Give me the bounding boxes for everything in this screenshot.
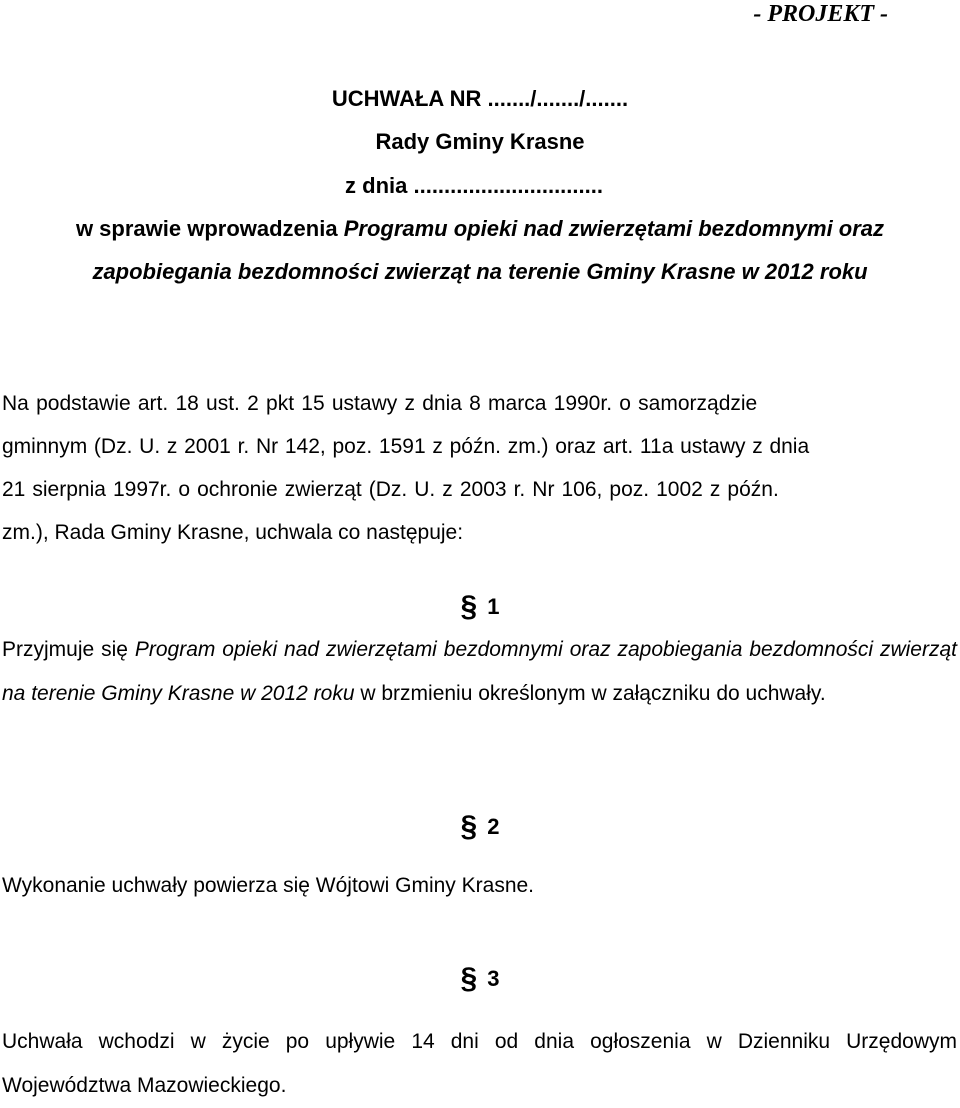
section-number-2: 2 [487,814,500,839]
subject-italic-2: zapobiegania bezdomności zwierząt na terenie Gminy Krasne w 2012 roku [92,259,868,284]
section-1-program-title: Program opieki nad zwierzętami bezdomnymi oraz zapobiegania bezdomności zwierząt na terenie Gminy Krasne w 2012 roku [2,638,957,705]
section-number-3: 3 [487,966,500,991]
section-3-heading [0,962,960,994]
projekt-label: - PROJEKT - [753,1,888,27]
resolution-number: UCHWAŁA NR ......./......./....... [331,86,629,111]
resolution-subject-line1 [0,216,960,242]
paragraph-sign-1: § [460,590,478,623]
section-1-text [2,628,957,716]
section-2-text: Wykonanie uchwały powierza się Wójtowi Gminy Krasne. [2,874,535,897]
resolution-date: z dnia ............................... [345,173,603,198]
council-name: Rady Gminy Krasne [375,129,585,154]
resolution-subject-line2 [0,259,960,285]
section-1-text-suffix: w brzmieniu określonym w załączniku do uchwały. [354,682,826,705]
subject-italic-1: Programu opieki nad zwierzętami bezdomnymi oraz [343,216,885,241]
section-number-1: 1 [487,594,500,619]
preamble-line-3: 21 sierpnia 1997r. o ochronie zwierząt (Dz. U. z 2003 r. Nr 106, poz. 1002 z późn. [2,478,779,501]
preamble-line-2: gminnym (Dz. U. z 2001 r. Nr 142, poz. 1591 z późn. zm.) oraz art. 11a ustawy z dnia [2,435,810,458]
section-1-heading [0,590,960,622]
section-1-text-prefix: Przyjmuje się [2,638,135,661]
paragraph-sign-3: § [460,962,478,995]
subject-prefix: w sprawie wprowadzenia [75,216,344,241]
section-2-heading [0,810,960,842]
section-3-text: Uchwała wchodzi w życie po upływie 14 dni od dnia ogłoszenia w Dzienniku Urzędowym Województwa Mazowieckiego. [2,1030,957,1097]
preamble-line-1: Na podstawie art. 18 ust. 2 pkt 15 ustawy z dnia 8 marca 1990r. o samorządzie [2,392,758,415]
preamble-line-4: zm.), Rada Gminy Krasne, uchwala co następuje: [2,521,464,544]
paragraph-sign-2: § [460,810,478,843]
